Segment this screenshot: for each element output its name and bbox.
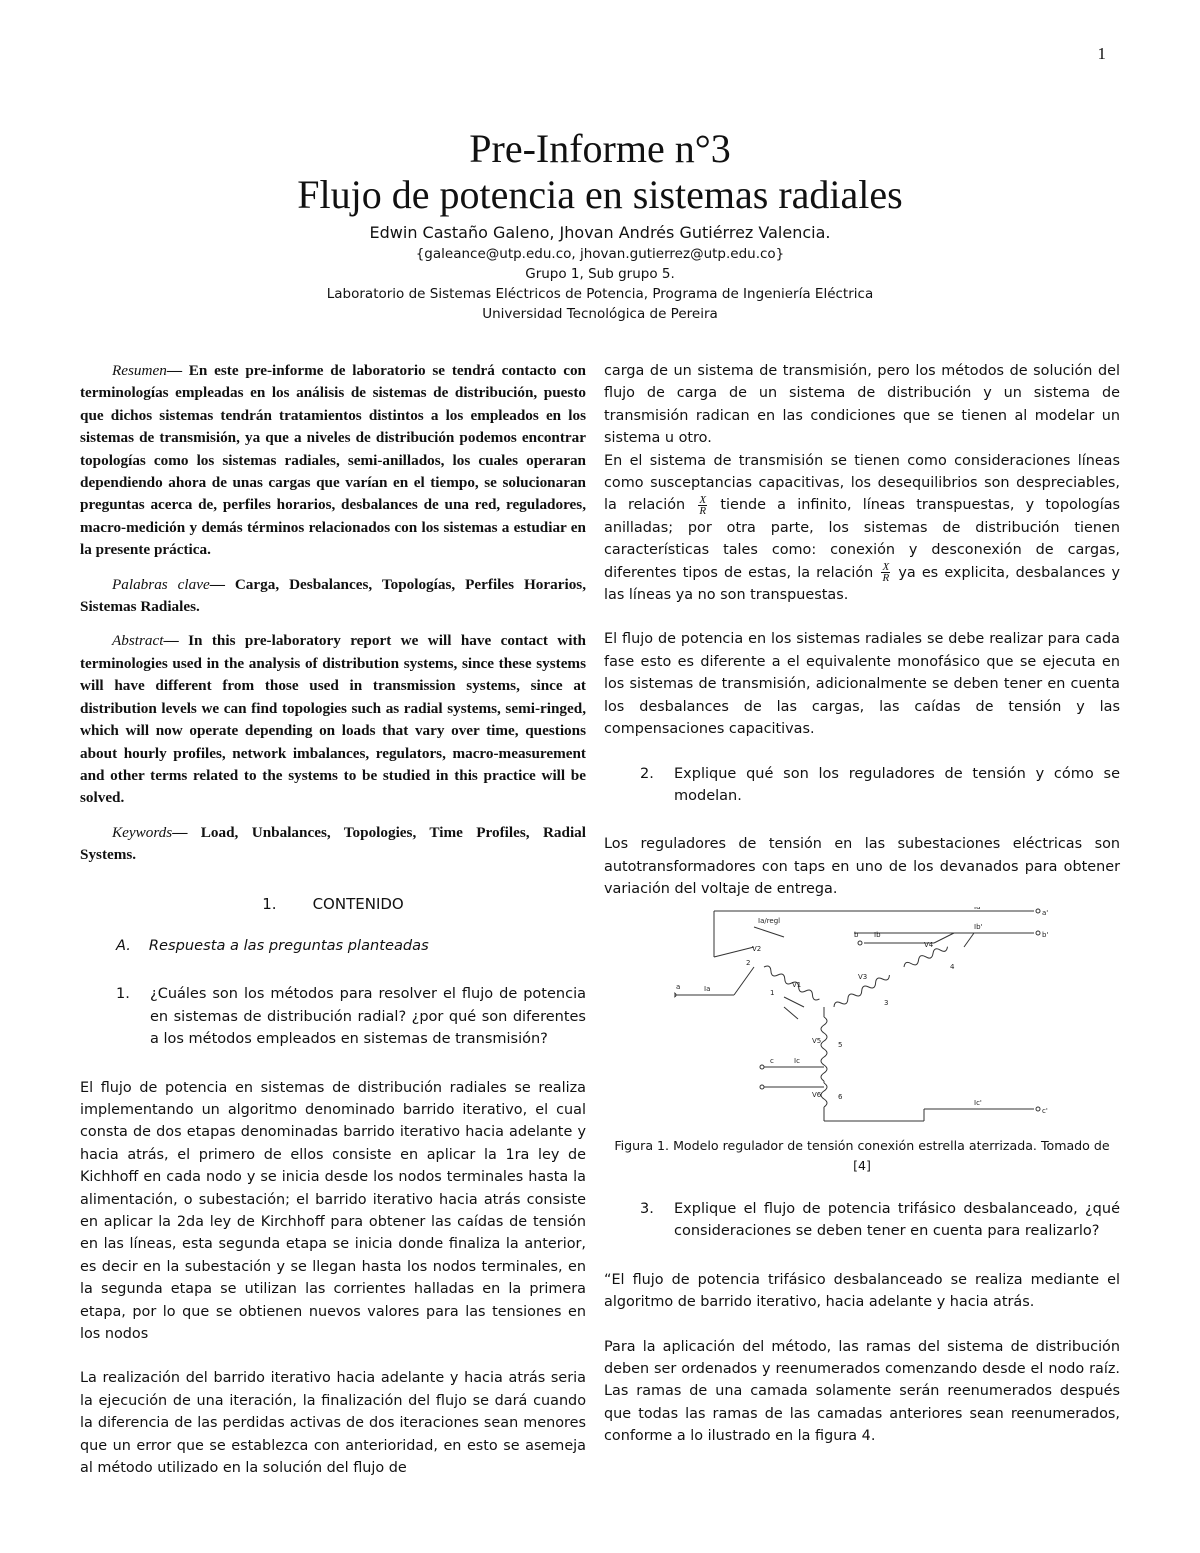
- university: Universidad Tecnológica de Pereira: [482, 306, 718, 322]
- question-2-number: 2.: [640, 765, 654, 782]
- x-over-r-fraction: [698, 495, 707, 516]
- label-c-prime: c': [1042, 1106, 1048, 1115]
- abstract-text: — In this pre-laboratory report we will have contact with terminologies used in the analysis of distribution systems, since these systems will have different from those used in transmission systems, since at distribution levels we can find topologies such as radial systems, semi-ringed, which will now operate depending on loads that vary over time, questions about hourly profiles, network imbalances, regulators, macro-measurement and other terms related to the systems to be studied in this practice will be solved.: [80, 632, 586, 807]
- question-1: [116, 983, 586, 1050]
- paper-header: [0, 126, 1200, 324]
- abstract: [80, 630, 586, 809]
- label-ia-regl: Ia/regl: [758, 916, 781, 925]
- page-number: 1: [1097, 44, 1106, 63]
- abstract-label: Abstract: [112, 632, 164, 650]
- keywords-label: Keywords: [112, 823, 173, 841]
- question-1-text: ¿Cuáles son los métodos para resolver el flujo de potencia en sistemas de distribución radial? ¿por qué son diferentes a los métodos empleados en sistemas de transmisión?: [150, 986, 586, 1048]
- title-line-2: Flujo de potencia en sistemas radiales: [297, 172, 903, 217]
- regulator-diagram: [674, 907, 1054, 1125]
- keywords: [80, 822, 586, 867]
- lab: Laboratorio de Sistemas Eléctricos de Potencia, Programa de Ingeniería Eléctrica: [326, 286, 874, 302]
- right-paragraph-1: carga de un sistema de transmisión, pero los métodos de solución del flujo de carga de un sistema de distribución y un sistema de transmisión radican en las condiciones que se tienen al modelar un sistema u otro.: [604, 363, 1120, 447]
- label-ia-prime: Ia': [974, 906, 983, 911]
- right-column: [604, 360, 1120, 1448]
- label-1: 1: [770, 988, 775, 997]
- keywords-text: — Load, Unbalances, Topologies, Time Profiles, Radial Systems.: [80, 823, 586, 864]
- palabras-text: — Carga, Desbalances, Topologías, Perfiles Horarios, Sistemas Radiales.: [80, 575, 586, 616]
- label-v2: V2: [752, 944, 762, 953]
- label-a-prime: a': [1042, 908, 1049, 917]
- label-ib: Ib: [874, 930, 881, 939]
- question-2: [640, 763, 1120, 808]
- label-ic: Ic: [794, 1056, 800, 1065]
- label-5: 5: [838, 1040, 843, 1049]
- figure-caption: Figura 1. Modelo regulador de tensión conexión estrella aterrizada. Tomado de [4]: [614, 1137, 1110, 1173]
- question-3-number: 3.: [640, 1200, 654, 1217]
- label-ic-prime: Ic': [974, 1098, 982, 1107]
- label-3: 3: [884, 998, 889, 1007]
- label-4: 4: [950, 962, 955, 971]
- label-2: 2: [746, 958, 751, 967]
- question-3-text: Explique el flujo de potencia trifásico desbalanceado, ¿qué consideraciones se deben tener en cuenta para realizarlo?: [674, 1200, 1120, 1240]
- label-ib-prime: Ib': [974, 922, 983, 931]
- subsection-title: Respuesta a las preguntas planteadas: [148, 936, 429, 954]
- right-paragraph-4: Los reguladores de tensión en las subestaciones eléctricas son autotransformadores con taps en uno de los devanados para obtener variación del voltaje de entrega.: [604, 836, 1120, 898]
- label-v3: V3: [858, 972, 868, 981]
- subsection-heading: [116, 935, 586, 957]
- authors: Edwin Castaño Galeno, Jhovan Andrés Gutiérrez Valencia.: [369, 223, 831, 242]
- label-b-prime: b': [1042, 930, 1049, 939]
- emails: {galeance@utp.edu.co, jhovan.gutierrez@utp.edu.co}: [415, 246, 785, 262]
- right-paragraph-5: “El flujo de potencia trifásico desbalanceado se realiza mediante el algoritmo de barrido iterativo, hacia adelante y hacia atrás.: [604, 1271, 1120, 1311]
- question-1-number: 1.: [116, 986, 130, 1003]
- title-line-1: Pre-Informe n°3: [469, 126, 731, 171]
- group: Grupo 1, Sub grupo 5.: [525, 266, 675, 282]
- right-paragraph-3: El flujo de potencia en los sistemas radiales se debe realizar para cada fase esto es diferente a el equivalente monofásico que se ejecuta en los sistemas de transmisión, adicionalmente se deben tener en cuenta los desbalances de las cargas, las caídas de tensión y las compensaciones capacitivas.: [604, 631, 1120, 738]
- right-paragraph-6: Para la aplicación del método, las ramas del sistema de distribución deben ser ordenados y reenumerados comenzando desde el nodo raíz. Las ramas de una camada solamente serán reenumerados después que todas las ramas de las camadas anteriores sean reenumerados, conforme a lo ilustrado en la figura 4.: [604, 1338, 1120, 1445]
- subsection-letter: A.: [116, 936, 131, 954]
- palabras-label: Palabras clave: [112, 575, 210, 593]
- section-title: CONTENIDO: [312, 894, 404, 913]
- right-paragraph-2a: En el sistema de transmisión se tienen como consideraciones líneas como susceptancias capacitivas, los desequilibrios son despreciables, la relación: [604, 452, 1120, 514]
- section-heading: [80, 893, 586, 915]
- resumen-label: Resumen: [112, 362, 167, 379]
- fraction-numerator: X: [699, 493, 707, 506]
- label-a: a: [676, 982, 681, 991]
- section-number: 1.: [262, 894, 277, 913]
- label-v1: V1: [792, 980, 802, 989]
- question-3: [640, 1198, 1120, 1243]
- resumen: [80, 360, 586, 562]
- fraction-numerator-2: X: [882, 561, 890, 574]
- label-v6: V6: [812, 1090, 822, 1099]
- right-paragraph-2: [604, 450, 1120, 607]
- label-v5: V5: [812, 1036, 822, 1045]
- left-paragraph-1: El flujo de potencia en sistemas de distribución radiales se realiza implementando un algoritmo denominado barrido iterativo, el cual consta de dos etapas denominadas barrido iterativo hacia adelante y hacia atrás, el primero de ellos consiste en aplicar la 1ra ley de Kichhoff en cada nodo y se inicia desde los nodos terminales hasta la alimentación, o subestación; el barrido iterativo hacia atrás consiste en aplicar la 2da ley de Kirchhoff para obtener las caídas de tensión en las líneas, esta segunda etapa se inicia donde finaliza la anterior, es decir en la subestación y se llegan hasta los nodos terminales, en la segunda etapa se utilizan las corrientes halladas en la primera etapa, por lo que se obtienen nuevos valores para las tensiones en los nodos: [80, 1079, 586, 1343]
- label-c: c: [770, 1056, 774, 1065]
- question-2-text: Explique qué son los reguladores de tensión y cómo se modelan.: [674, 765, 1120, 804]
- right-paragraph-2b: tiende a infinito, líneas transpuestas, y topologías anilladas; por otra parte, los sistemas de distribución tienen características tales como: conexión y desconexión de cargas, diferentes tipos de estas, la relación: [604, 497, 1121, 581]
- label-ia: Ia: [704, 984, 711, 993]
- palabras-clave: [80, 574, 586, 619]
- label-6: 6: [838, 1092, 843, 1101]
- fraction-denominator: R: [699, 504, 707, 517]
- label-b: b: [854, 930, 859, 939]
- label-v4: V4: [924, 940, 934, 949]
- resumen-text: — En este pre-informe de laboratorio se tendrá contacto con terminologías empleadas en los análisis de sistemas de distribución, puesto que dichos sistemas tendrán tratamientos distintos a los empleados en los sistemas de transmisión, ya que a niveles de distribución podemos encontrar topologías como los sistemas radiales, semi-anillados, los cuales operaran dependiendo ahora de unas cargas que varían en el tiempo, se solucionaran preguntas acerca de, perfiles horarios, desbalances de una red, reguladores, macro-medición y demás términos relacionados con los sistemas a estudiar en la presente práctica.: [80, 362, 586, 559]
- x-over-r-fraction-2: [881, 562, 890, 583]
- right-paragraph-2c: ya es explicita, desbalances y las líneas ya no son transpuestas.: [604, 564, 1120, 604]
- left-paragraph-2: La realización del barrido iterativo hacia adelante y hacia atrás seria la ejecución de una iteración, la finalización del flujo se dará cuando la diferencia de las perdidas activas de dos iteraciones sean menores que un error que se establezca con anterioridad, en esto se asemeja al método utilizado en la solución del flujo de: [80, 1370, 586, 1477]
- left-column: [80, 360, 586, 1501]
- fraction-denominator-2: R: [882, 572, 890, 585]
